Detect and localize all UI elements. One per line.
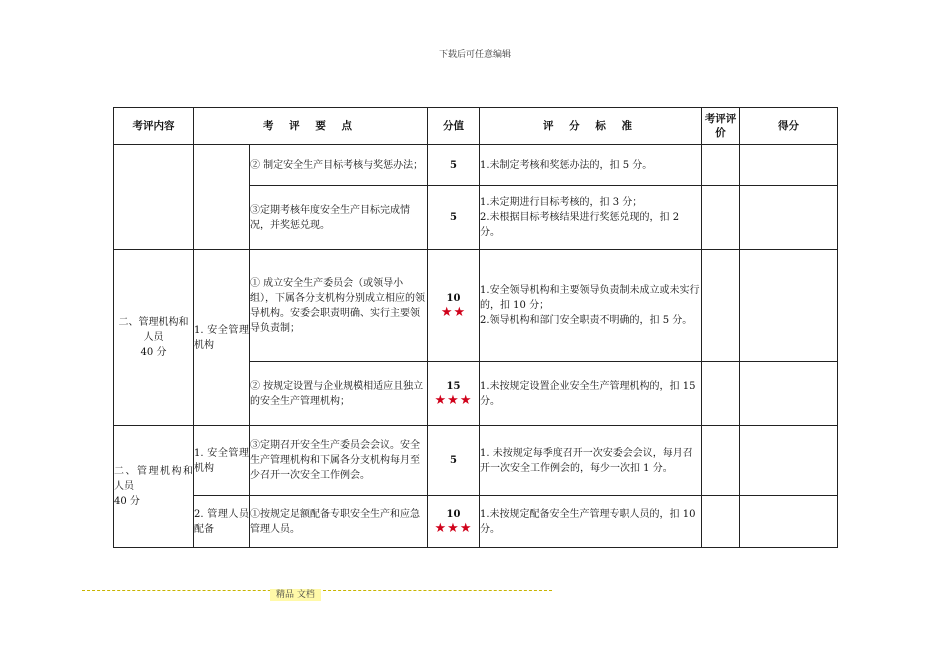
score-cell: 5 (428, 145, 480, 186)
point-cell: ② 制定安全生产目标考核与奖惩办法； (250, 145, 428, 186)
result-cell[interactable] (740, 496, 838, 548)
top-note: 下载后可任意编辑 (438, 50, 511, 60)
star-rating: ★★ (440, 305, 467, 320)
criteria-cell: 1.未定期进行目标考核的，扣 3 分； 2.未根据目标考核结果进行奖惩兑现的，扣 2 分。 (480, 186, 702, 250)
table-row (114, 496, 838, 548)
score-cell: 10 ★★ (428, 250, 480, 362)
evaluation-table (113, 107, 838, 548)
evaluation-cell[interactable] (702, 250, 740, 362)
criteria-cell: 1.未制定考核和奖惩办法的，扣 5 分。 (480, 145, 702, 186)
criteria-cell: 1.安全领导机构和主要领导负责制未成立或未实行的，扣 10 分； 2.领导机构和部门安全职责不明确的，扣 5 分。 (480, 250, 702, 362)
result-cell[interactable] (740, 186, 838, 250)
table-header-row (114, 108, 838, 145)
point-cell: ③定期召开安全生产委员会会议。安全生产管理机构和下属各分支机构每月至少召开一次安全工作例会。 (250, 426, 428, 496)
criteria-cell: 1.未按规定设置企业安全生产管理机构的，扣 15 分。 (480, 362, 702, 426)
score-cell: 10 ★★★ (428, 496, 480, 548)
subsection-cell: 1. 安全管理机构 (194, 426, 250, 496)
criteria-cell: 1.未按规定配备安全生产管理专职人员的，扣 10 分。 (480, 496, 702, 548)
header-criteria: 评 分 标 准 (480, 108, 702, 145)
header-result: 得分 (740, 108, 838, 145)
evaluation-cell[interactable] (702, 496, 740, 548)
table-row (114, 145, 838, 186)
criteria-cell: 1. 未按规定每季度召开一次安委会会议，每月召开一次安全工作例会的，每少一次扣 1 分。 (480, 426, 702, 496)
star-rating: ★★★ (434, 393, 473, 408)
point-cell: ③定期考核年度安全生产目标完成情况，并奖惩兑现。 (250, 186, 428, 250)
header-points: 考 评 要 点 (194, 108, 428, 145)
table-row (114, 250, 838, 362)
point-cell: ② 按规定设置与企业规模相适应且独立的安全生产管理机构； (250, 362, 428, 426)
result-cell[interactable] (740, 145, 838, 186)
section-cell-empty (114, 145, 194, 250)
subsection-cell: 2. 管理人员配备 (194, 496, 250, 548)
header-score: 分值 (428, 108, 480, 145)
score-cell: 5 (428, 426, 480, 496)
table-row (114, 426, 838, 496)
evaluation-cell[interactable] (702, 145, 740, 186)
star-rating: ★★★ (434, 521, 473, 536)
evaluation-cell[interactable] (702, 362, 740, 426)
evaluation-cell[interactable] (702, 186, 740, 250)
subsection-cell-empty (194, 145, 250, 250)
header-content: 考评内容 (114, 108, 194, 145)
section-cell: 二、管理机构和人员 40 分 (114, 250, 194, 426)
footer-label: 精品 文档 (270, 589, 321, 601)
point-cell: ① 成立安全生产委员会（或领导小组），下属各分支机构分别成立相应的领导机构。安委会职责明确、实行主要领导负责制； (250, 250, 428, 362)
subsection-cell: 1. 安全管理机构 (194, 250, 250, 426)
result-cell[interactable] (740, 426, 838, 496)
section-cell: 二、管理机构和人员 40 分 (114, 426, 194, 548)
header-evaluation: 考评评价 (702, 108, 740, 145)
score-cell: 5 (428, 186, 480, 250)
result-cell[interactable] (740, 362, 838, 426)
score-cell: 15 ★★★ (428, 362, 480, 426)
evaluation-cell[interactable] (702, 426, 740, 496)
point-cell: ①按规定足额配备专职安全生产和应急管理人员。 (250, 496, 428, 548)
result-cell[interactable] (740, 250, 838, 362)
